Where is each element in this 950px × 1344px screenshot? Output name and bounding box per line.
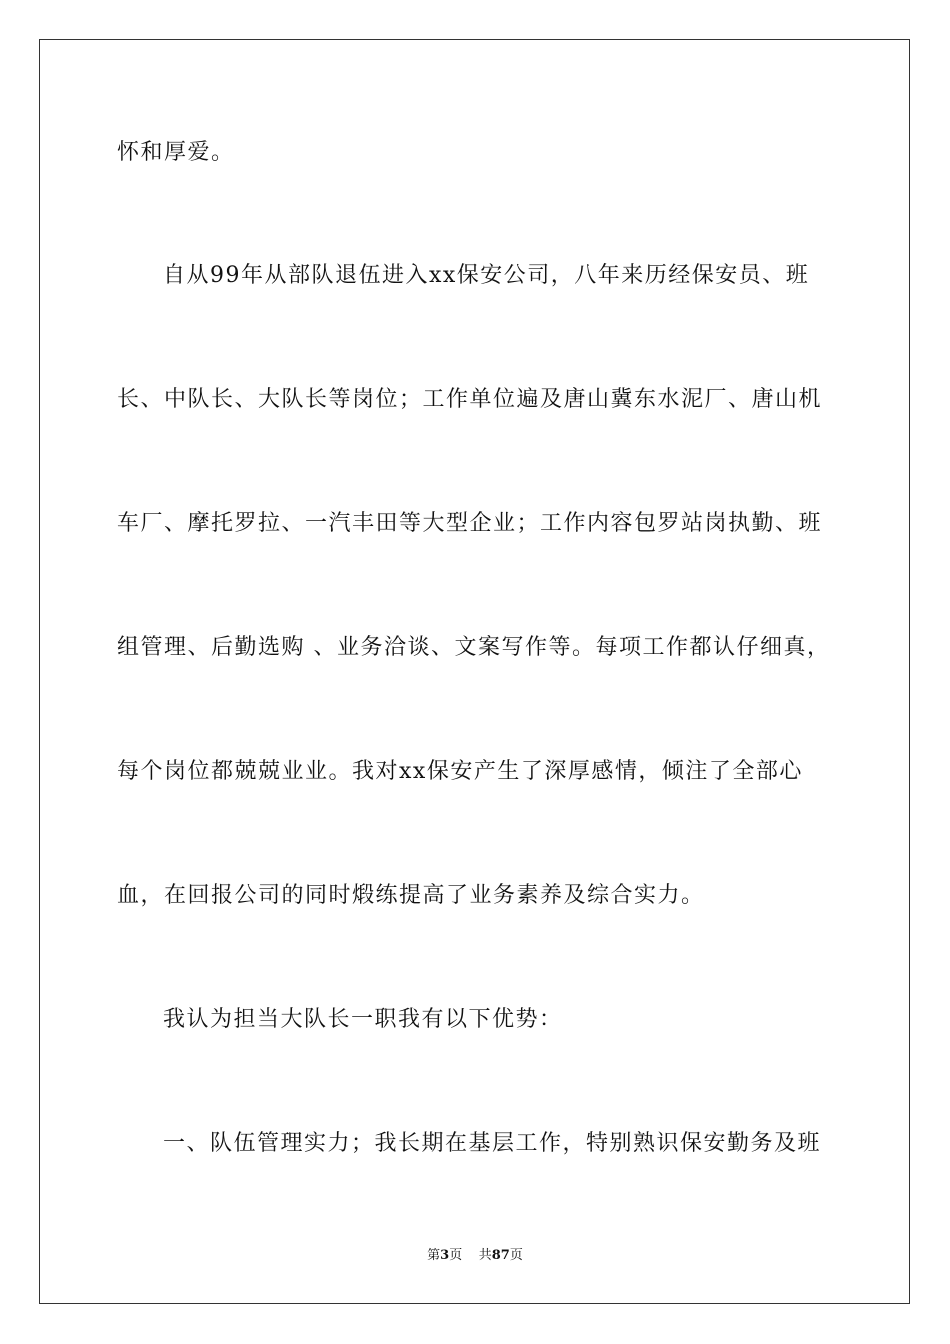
- text-line-9: 一、队伍管理实力；我长期在基层工作，特别熟识保安勤务及班: [163, 1131, 822, 1156]
- text-line-6: 每个岗位都兢兢业业。我对xx保安产生了深厚感情，倾注了全部心: [117, 759, 803, 784]
- text-line-2: 自从99年从部队退伍进入xx保安公司，八年来历经保安员、班: [163, 263, 810, 288]
- text-line-7: 血，在回报公司的同时煅练提高了业务素养及综合实力。: [117, 883, 705, 908]
- total-pages: 87: [491, 1248, 510, 1263]
- text-line-4: 车厂、摩托罗拉、一汽丰田等大型企业；工作内容包罗站岗执勤、班: [117, 511, 823, 536]
- text-line-5: 组管理、后勤选购 、业务洽谈、文案写作等。每项工作都认仔细真，: [117, 635, 831, 660]
- page-prefix: 第: [427, 1248, 441, 1263]
- page-suffix: 页: [449, 1248, 463, 1263]
- total-suffix: 页: [509, 1248, 523, 1263]
- text-line-1: 怀和厚爱。: [117, 140, 235, 165]
- text-line-3: 长、中队长、大队长等岗位；工作单位遍及唐山冀东水泥厂、唐山机: [117, 387, 823, 412]
- text-line-8: 我认为担当大队长一职我有以下优势：: [163, 1007, 563, 1032]
- page-footer: [0, 1248, 950, 1264]
- page-number: 3: [440, 1248, 450, 1263]
- page-border: [39, 39, 910, 1304]
- total-prefix: 共: [478, 1248, 492, 1263]
